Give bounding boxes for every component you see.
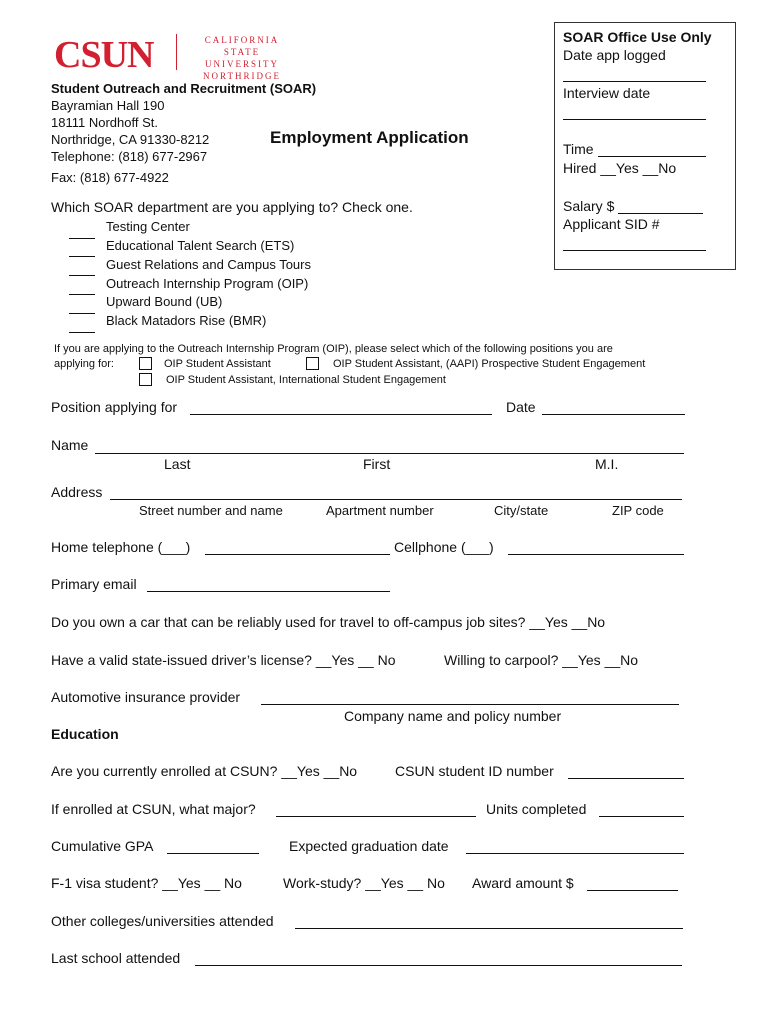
dept-option-testing: Testing Center xyxy=(106,219,190,234)
oip-option-2-checkbox[interactable] xyxy=(306,357,319,370)
oip-option-2-label: OIP Student Assistant, (AAPI) Prospective Student Engagement xyxy=(333,358,646,370)
oip-option-1-label: OIP Student Assistant xyxy=(164,358,271,370)
logo-university-name xyxy=(186,34,298,82)
graduation-date-field[interactable] xyxy=(466,853,684,854)
org-address-2: 18111 Nordhoff St. xyxy=(51,115,158,130)
dept-option-tours: Guest Relations and Campus Tours xyxy=(106,257,311,272)
gpa-label: Cumulative GPA xyxy=(51,838,154,854)
dept-checkline-tours[interactable] xyxy=(69,275,95,276)
org-fax: Fax: (818) 677-4922 xyxy=(51,170,169,185)
oip-option-3-checkbox[interactable] xyxy=(139,373,152,386)
units-field[interactable] xyxy=(599,816,684,817)
cellphone-label: Cellphone (___) xyxy=(394,539,494,555)
dept-checkline-ub[interactable] xyxy=(69,313,95,314)
last-school-field[interactable] xyxy=(195,965,682,966)
home-telephone-field[interactable] xyxy=(205,554,390,555)
office-time-field[interactable] xyxy=(598,156,706,157)
logo-line-1: CALIFORNIA xyxy=(204,35,280,45)
office-time-label: Time xyxy=(563,141,594,157)
work-study-question[interactable]: Work-study? __Yes __ No xyxy=(283,875,445,891)
office-applicant-sid-label: Applicant SID # xyxy=(563,216,660,232)
form-title: Employment Application xyxy=(270,128,469,147)
insurance-label: Automotive insurance provider xyxy=(51,689,241,705)
org-telephone: Telephone: (818) 677-2967 xyxy=(51,149,208,164)
name-first-caption: First xyxy=(363,456,391,472)
position-label: Position applying for xyxy=(51,399,178,415)
logo-line-3: NORTHRIDGE xyxy=(203,71,281,81)
dept-option-bmr: Black Matadors Rise (BMR) xyxy=(106,313,267,328)
license-question[interactable]: Have a valid state-issued driver’s license? __Yes __ No xyxy=(51,652,396,668)
oip-intro-line-2: applying for: xyxy=(54,358,114,370)
dept-checkline-oip[interactable] xyxy=(69,294,95,295)
gpa-field[interactable] xyxy=(167,853,259,854)
org-address-1: Bayramian Hall 190 xyxy=(51,98,165,113)
award-amount-field[interactable] xyxy=(587,890,678,891)
csun-logo: CSUN xyxy=(54,34,154,76)
units-label: Units completed xyxy=(486,801,587,817)
other-colleges-field[interactable] xyxy=(295,928,683,929)
address-field[interactable] xyxy=(110,499,682,500)
office-use-title: SOAR Office Use Only xyxy=(563,29,712,45)
date-label: Date xyxy=(506,399,536,415)
education-heading: Education xyxy=(51,726,119,742)
insurance-field[interactable] xyxy=(261,704,679,705)
address-apartment-caption: Apartment number xyxy=(326,503,434,518)
enrolled-question[interactable]: Are you currently enrolled at CSUN? __Yes __No xyxy=(51,763,358,779)
dept-checkline-testing[interactable] xyxy=(69,238,95,239)
address-street-caption: Street number and name xyxy=(139,503,283,518)
dept-checkline-ets[interactable] xyxy=(69,256,95,257)
major-label: If enrolled at CSUN, what major? xyxy=(51,801,256,817)
office-date-logged-field[interactable] xyxy=(563,81,706,82)
oip-intro-line-1: If you are applying to the Outreach Internship Program (OIP), please select which of the following positions you are xyxy=(54,343,613,355)
office-interview-date-label: Interview date xyxy=(563,85,651,101)
name-mi-caption: M.I. xyxy=(595,456,619,472)
department-question: Which SOAR department are you applying to? Check one. xyxy=(51,199,413,215)
last-school-label: Last school attended xyxy=(51,950,181,966)
name-field[interactable] xyxy=(95,453,684,454)
position-field[interactable] xyxy=(190,414,492,415)
award-amount-label: Award amount $ xyxy=(472,875,574,891)
name-last-caption: Last xyxy=(164,456,191,472)
student-id-label: CSUN student ID number xyxy=(395,763,554,779)
email-label: Primary email xyxy=(51,576,137,592)
email-field[interactable] xyxy=(147,591,390,592)
insurance-caption: Company name and policy number xyxy=(344,708,562,724)
address-zip-caption: ZIP code xyxy=(612,503,664,518)
graduation-date-label: Expected graduation date xyxy=(289,838,449,854)
car-question[interactable]: Do you own a car that can be reliably used for travel to off-campus job sites? __Yes __No xyxy=(51,614,606,630)
logo-divider xyxy=(176,34,177,70)
home-telephone-label: Home telephone (___) xyxy=(51,539,191,555)
oip-option-3-label: OIP Student Assistant, International Student Engagement xyxy=(166,374,446,386)
oip-option-1-checkbox[interactable] xyxy=(139,357,152,370)
logo-line-2: STATE UNIVERSITY xyxy=(205,47,279,69)
cellphone-field[interactable] xyxy=(508,554,684,555)
dept-checkline-bmr[interactable] xyxy=(69,332,95,333)
other-colleges-label: Other colleges/universities attended xyxy=(51,913,274,929)
office-hired-label[interactable]: Hired __Yes __No xyxy=(563,160,677,176)
office-applicant-sid-field[interactable] xyxy=(563,250,706,251)
office-salary-field[interactable] xyxy=(618,213,703,214)
office-date-logged-label: Date app logged xyxy=(563,47,666,63)
date-field[interactable] xyxy=(542,414,685,415)
address-label: Address xyxy=(51,484,103,500)
name-label: Name xyxy=(51,437,89,453)
office-interview-date-field[interactable] xyxy=(563,119,706,120)
org-address-3: Northridge, CA 91330-8212 xyxy=(51,132,210,147)
dept-option-ets: Educational Talent Search (ETS) xyxy=(106,238,295,253)
org-name: Student Outreach and Recruitment (SOAR) xyxy=(51,81,317,96)
visa-question[interactable]: F-1 visa student? __Yes __ No xyxy=(51,875,242,891)
office-salary-label: Salary $ xyxy=(563,198,615,214)
dept-option-ub: Upward Bound (UB) xyxy=(106,294,223,309)
major-field[interactable] xyxy=(276,816,476,817)
address-city-caption: City/state xyxy=(494,503,549,518)
student-id-field[interactable] xyxy=(568,778,684,779)
carpool-question[interactable]: Willing to carpool? __Yes __No xyxy=(444,652,639,668)
dept-option-oip: Outreach Internship Program (OIP) xyxy=(106,276,309,291)
